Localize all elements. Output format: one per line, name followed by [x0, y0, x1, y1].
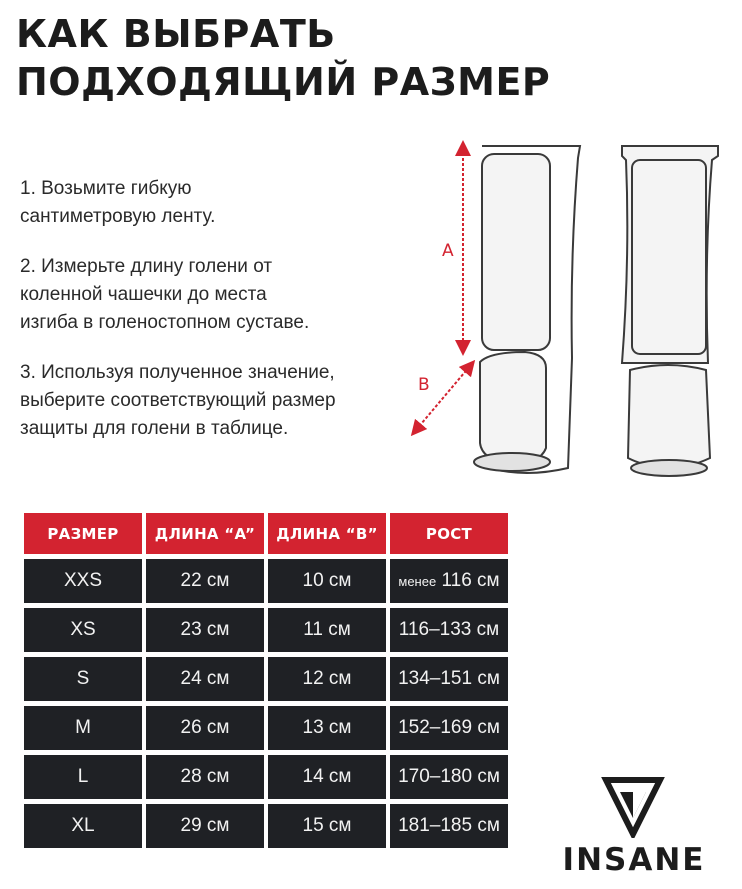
- step-3: [20, 359, 385, 443]
- cell-size: XL: [24, 804, 142, 848]
- cell-length-a: 29 см: [146, 804, 264, 848]
- cell-length-a: 24 см: [146, 657, 264, 701]
- step-1-line: сантиметровую ленту.: [20, 206, 216, 227]
- cell-size: M: [24, 706, 142, 750]
- cell-height: 134–151 см: [390, 657, 508, 701]
- cell-length-b: 14 см: [268, 755, 386, 799]
- size-chart-table: [20, 508, 512, 853]
- table-header-row: [24, 513, 508, 554]
- cell-height: 170–180 см: [390, 755, 508, 799]
- table-row: [24, 559, 508, 603]
- measure-b-label: B: [418, 375, 430, 395]
- step-3-line: выберите соответствующий размер: [20, 390, 336, 411]
- step-2-line: коленной чашечки до места: [20, 284, 267, 305]
- header-size: РАЗМЕР: [24, 513, 142, 554]
- header-height: РОСТ: [390, 513, 508, 554]
- cell-length-a: 26 см: [146, 706, 264, 750]
- measure-a-label: A: [442, 241, 454, 261]
- cell-size: XXS: [24, 559, 142, 603]
- insane-logo-mark-icon: [600, 772, 666, 838]
- title-line-2: ПОДХОДЯЩИЙ РАЗМЕР: [16, 60, 551, 104]
- cell-height: 152–169 см: [390, 706, 508, 750]
- step-3-line: 3. Используя полученное значение,: [20, 362, 335, 383]
- table-row: [24, 755, 508, 799]
- step-2: [20, 253, 385, 337]
- shin-guard-side-view: [474, 146, 580, 473]
- cell-length-a: 23 см: [146, 608, 264, 652]
- header-length-a: ДЛИНА “A”: [146, 513, 264, 554]
- shin-guard-illustration: [400, 138, 740, 488]
- step-1: [20, 175, 385, 231]
- height-value: 116 см: [441, 570, 500, 591]
- cell-length-a: 28 см: [146, 755, 264, 799]
- brand-logo: [548, 772, 720, 884]
- cell-size: XS: [24, 608, 142, 652]
- cell-height: 116–133 см: [390, 608, 508, 652]
- cell-height: 181–185 см: [390, 804, 508, 848]
- page-title: [16, 10, 550, 106]
- instructions: [20, 175, 385, 465]
- step-2-line: изгиба в голеностопном суставе.: [20, 312, 310, 333]
- cell-size: L: [24, 755, 142, 799]
- step-3-line: защиты для голени в таблице.: [20, 418, 289, 439]
- cell-length-b: 12 см: [268, 657, 386, 701]
- table-row: [24, 657, 508, 701]
- table-row: [24, 608, 508, 652]
- cell-height: [390, 559, 508, 603]
- step-2-line: 2. Измерьте длину голени от: [20, 256, 273, 277]
- table-row: [24, 804, 508, 848]
- cell-length-b: 15 см: [268, 804, 386, 848]
- header-length-b: ДЛИНА “B”: [268, 513, 386, 554]
- cell-length-a: 22 см: [146, 559, 264, 603]
- cell-length-b: 11 см: [268, 608, 386, 652]
- step-1-line: 1. Возьмите гибкую: [20, 178, 192, 199]
- title-line-1: КАК ВЫБРАТЬ: [16, 12, 336, 56]
- table-row: [24, 706, 508, 750]
- brand-name: INSANE: [562, 842, 706, 878]
- height-prefix: менее: [398, 574, 437, 589]
- cell-size: S: [24, 657, 142, 701]
- cell-length-b: 13 см: [268, 706, 386, 750]
- shin-guard-front-view: [622, 146, 718, 476]
- cell-length-b: 10 см: [268, 559, 386, 603]
